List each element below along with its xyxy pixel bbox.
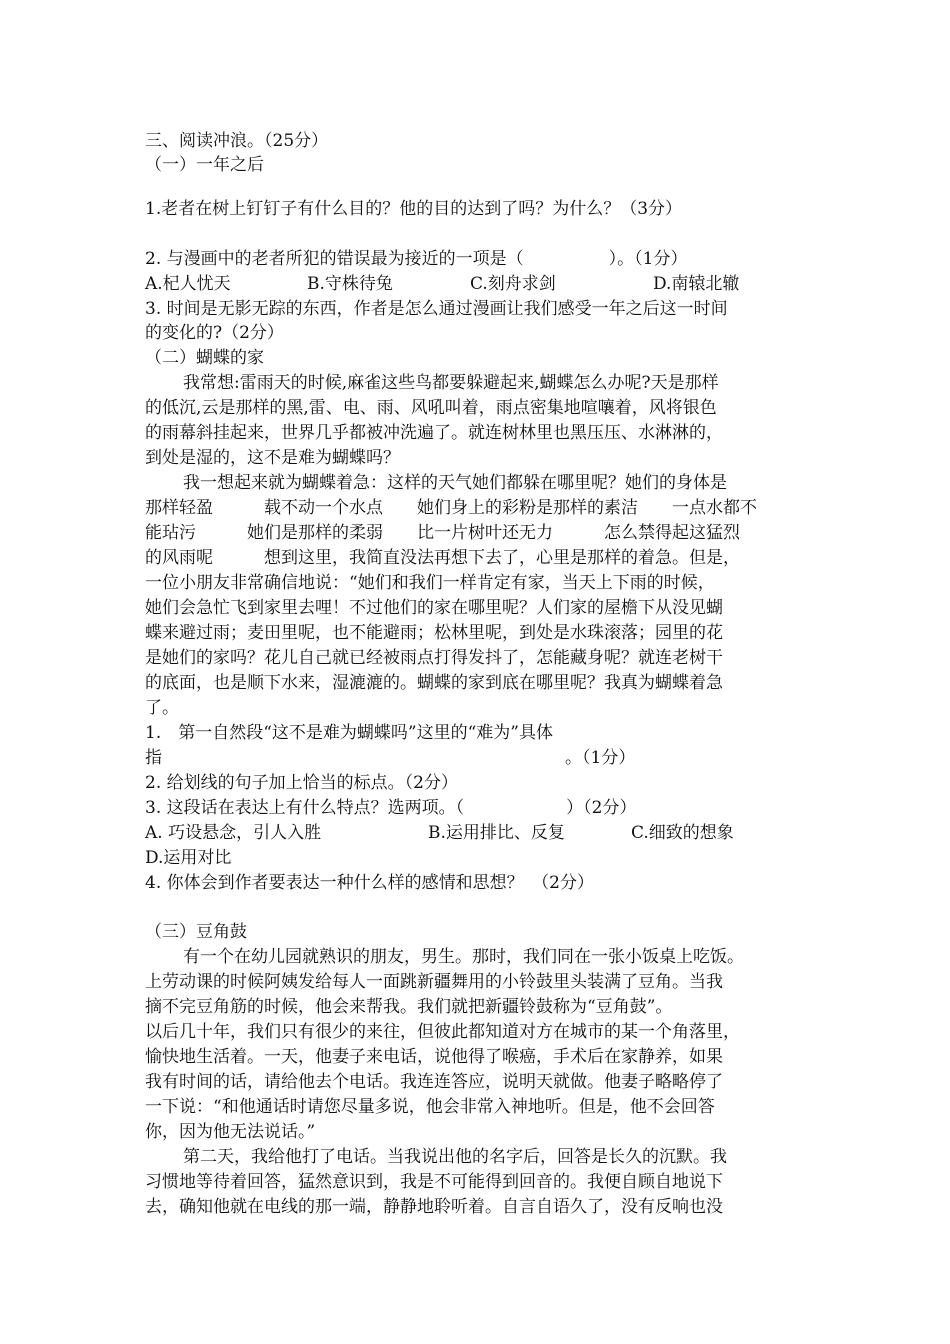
part1-question-3-line2: 的变化的?（2分） — [145, 323, 284, 343]
part2-paragraph-line: 一位小朋友非常确信地说：“她们和我们一样肯定有家，当天上下雨的时候， — [145, 573, 715, 593]
part2-paragraph-line: 她们会急忙飞到家里去哩！不过他们的家在哪里呢？人们家的屋檐下从没见蝴 — [145, 598, 723, 618]
option-a: A. 巧设悬念，引人入胜 — [145, 823, 322, 843]
part2-question-1-line1: 1. 第一自然段“这不是难为蝴蝶吗”这里的“难为”具体 — [145, 723, 553, 743]
section-heading: 三、阅读冲浪。（25分） — [145, 131, 329, 151]
question-1-score: 。（1分） — [565, 748, 636, 768]
option-d: D.南辕北辙 — [653, 274, 740, 294]
part1-question-1: 1.老者在树上钉钉子有什么目的？他的目的达到了吗？为什么？（3分） — [145, 199, 683, 219]
part2-paragraph-line: 的低沉,云是那样的黑,雷、电、雨、风吼叫着，雨点密集地喧嚷着，风将银色 — [145, 398, 717, 418]
part2-paragraph-line: 那样轻盈 载不动一个水点 她们身上的彩粉是那样的素洁 一点水都不 — [145, 498, 757, 518]
part3-paragraph-line: 愉快地生活着。一天，他妻子来电话，说他得了喉癌，手术后在家静养，如果 — [145, 1047, 723, 1067]
part2-question-3-option-d: D.运用对比 — [145, 848, 232, 868]
part3-paragraph-line: 有一个在幼儿园就熟识的朋友，男生。那时，我们同在一张小饭桌上吃饭。 — [183, 947, 744, 967]
part2-paragraph-line: 到处是湿的，这不是难为蝴蝶吗？ — [145, 448, 400, 468]
part2-question-3: 3. 这段话在表达上有什么特点？选两项。（ ）（2分） — [145, 798, 637, 818]
option-b: B.守株待兔 — [307, 274, 393, 294]
question-1-prefix: 指 — [145, 748, 162, 768]
part3-title: （三）豆角鼓 — [145, 922, 247, 942]
part3-paragraph-line: 去，确知他就在电线的那一端，静静地聆听着。自言自语久了，没有反响也没 — [145, 1197, 723, 1217]
part2-paragraph-line: 的底面，也是顺下水来，湿漉漉的。蝴蝶的家到底在哪里呢？我真为蝴蝶着急 — [145, 673, 723, 693]
part2-paragraph-line: 能玷污 她们是那样的柔弱 比一片树叶还无力 怎么禁得起这猛烈 — [145, 523, 740, 543]
part1-title: （一）一年之后 — [145, 155, 264, 175]
option-a: A.杞人忧天 — [145, 274, 231, 294]
part3-paragraph-line: 以后几十年，我们只有很少的来往，但彼此都知道对方在城市的某一个角落里， — [145, 1022, 740, 1042]
part2-paragraph-line: 我一想起来就为蝴蝶着急：这样的天气她们都躲在哪里呢？她们的身体是 — [183, 473, 727, 493]
part3-paragraph-line: 你，因为他无法说话。” — [145, 1122, 316, 1142]
part1-question-3-line1: 3. 时间是无影无踪的东西，作者是怎么通过漫画让我们感受一年之后这一时间 — [145, 299, 728, 319]
part3-paragraph-line: 一下说：“和他通话时请您尽量多说，他会非常入神地听。但是，他不会回答 — [145, 1097, 715, 1117]
part3-paragraph-line: 摘不完豆角筋的时候，他会来帮我。我们就把新疆铃鼓称为“豆角鼓”。 — [145, 997, 673, 1017]
part2-paragraph-line: 我常想:雷雨天的时候,麻雀这些鸟都要躲避起来,蝴蝶怎么办呢?天是那样 — [183, 373, 719, 393]
part3-paragraph-line: 第二天，我给他打了电话。当我说出他的名字后，回答是长久的沉默。我 — [183, 1147, 727, 1167]
part2-paragraph-line: 的风雨呢 想到这里，我简直没法再想下去了，心里是那样的着急。但是， — [145, 548, 740, 568]
part2-paragraph-line: 了。 — [145, 698, 179, 718]
part3-paragraph-line: 上劳动课的时候阿姨发给每人一面跳新疆舞用的小铃鼓里头装满了豆角。当我 — [145, 972, 723, 992]
part2-title: （二）蝴蝶的家 — [145, 348, 264, 368]
part3-paragraph-line: 习惯地等待着回答，猛然意识到，我是不可能得到回音的。我便自顾自地说下 — [145, 1172, 723, 1192]
part2-paragraph-line: 蝶来避过雨；麦田里呢，也不能避雨；松林里呢，到处是水珠滚落；园里的花 — [145, 623, 723, 643]
part2-question-4: 4. 你体会到作者要表达一种什么样的感情和思想？ （2分） — [145, 873, 594, 893]
part2-paragraph-line: 是她们的家吗？花儿自己就已经被雨点打得发抖了，怎能藏身呢？就连老树干 — [145, 648, 723, 668]
part2-paragraph-line: 的雨幕斜挂起来，世界几乎都被冲洗遍了。就连树林里也黑压压、水淋淋的， — [145, 423, 723, 443]
part1-question-2: 2. 与漫画中的老者所犯的错误最为接近的一项是（ ）。（1分） — [145, 249, 688, 269]
option-c: C.细致的想象 — [631, 823, 734, 843]
part2-question-2: 2. 给划线的句子加上恰当的标点。（2分） — [145, 773, 458, 793]
option-c: C.刻舟求剑 — [470, 274, 556, 294]
part3-paragraph-line: 我有时间的话，请给他去个电话。我连连答应，说明天就做。他妻子略略停了 — [145, 1072, 723, 1092]
option-b: B.运用排比、反复 — [428, 823, 565, 843]
